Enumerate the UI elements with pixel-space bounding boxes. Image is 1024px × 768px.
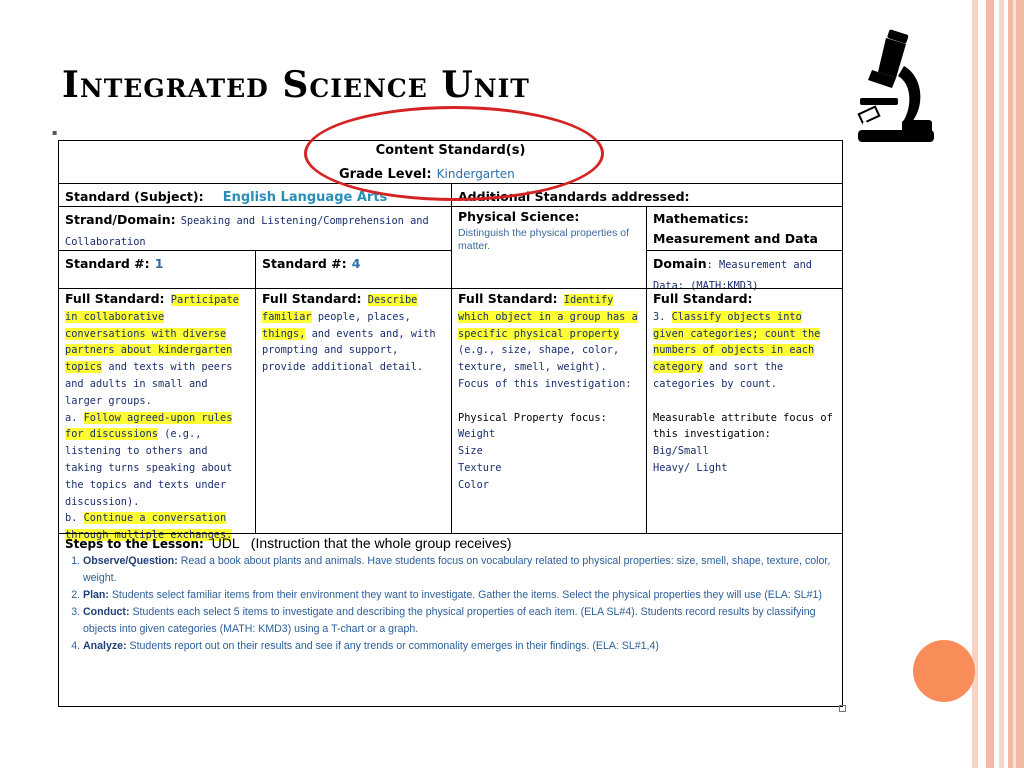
standard-number-1-value: 1: [154, 256, 164, 271]
col2-text-2: and events and, with prompting and support, provide additional detail.: [262, 327, 436, 374]
grade-level-label: Grade Level:: [339, 167, 432, 182]
col3-focus-item: Weight: [458, 428, 496, 441]
physical-science-cell: [451, 206, 646, 288]
orange-circle: [913, 640, 975, 702]
domain-label: Domain: [653, 256, 707, 271]
step-item: [83, 604, 836, 638]
mathematics-cell: [646, 206, 842, 250]
step-term: Analyze:: [83, 640, 127, 652]
standard-number-2-cell: [255, 250, 451, 288]
side-stripe: [999, 0, 1004, 768]
domain-value: : Measurement and Data: (MATH:KMD3): [653, 259, 812, 292]
col3-focus-item: Texture: [458, 461, 502, 474]
standard-number-2-label: Standard #:: [262, 256, 347, 271]
col3-focus-label: Physical Property focus:: [458, 411, 607, 424]
steps-udl: UDL: [211, 535, 240, 551]
full-standard-label: Full Standard:: [65, 291, 165, 306]
step-text: Students each select 5 items to investigate and describing the physical properties of each item. (ELA SL#4). Students record results by classifying objects into given categories (MATH: KMD3) using a T-chart or a graph.: [83, 606, 816, 635]
col1-item-b-highlight: Continue a conversation through multiple exchanges.: [65, 512, 233, 542]
additional-standards-label: Additional Standards addressed:: [458, 189, 690, 204]
strand-domain-label: Strand/Domain:: [65, 212, 176, 227]
full-standard-col3: [451, 288, 646, 533]
lesson-plan-table: [58, 140, 843, 707]
col2-highlight-1: Describe familiar: [262, 294, 418, 323]
strand-domain-value: Speaking and Listening/Comprehension and Collaboration: [65, 215, 429, 248]
full-standard-col2: [255, 288, 451, 533]
col4-focus-item: Big/Small: [653, 445, 709, 458]
full-standard-col1: [59, 288, 255, 542]
col1-highlight-1: Participate in collaborative conversations with diverse partners about kindergarten: [65, 294, 239, 357]
col2-highlight-2: things,: [262, 327, 306, 340]
col1-item-a-highlight: Follow agreed-upon rules for discussions: [65, 411, 233, 441]
side-stripe: [986, 0, 994, 768]
full-standard-label: Full Standard:: [262, 291, 362, 306]
steps-to-lesson-cell: [59, 533, 842, 706]
side-stripe: [972, 0, 978, 768]
physical-science-label: Physical Science:: [458, 209, 580, 224]
col1-text-1: and texts with peers and adults in small and larger groups.: [65, 361, 233, 407]
step-text: Students report out on their results and see if any trends or commonality emerges in their findings. (ELA: SL#1,4): [129, 640, 659, 652]
standard-number-2-value: 4: [351, 256, 361, 271]
slide-title: Integrated Science Unit: [62, 64, 530, 106]
step-text: Read a book about plants and animals. Have students focus on vocabulary related to physical properties: size, smell, shape, texture, color, weight.: [83, 555, 831, 584]
col1-highlight-topics: topics: [65, 361, 103, 374]
full-standard-col4: [646, 288, 842, 533]
physical-science-desc: Distinguish the physical properties of matter.: [458, 227, 630, 252]
col4-focus-item: Heavy/ Light: [653, 461, 728, 474]
step-item: [83, 587, 836, 604]
col4-text-1: and sort the categories by count.: [653, 361, 784, 390]
col4-highlight: Classify objects into given categories; count the numbers of objects in each category: [653, 310, 821, 374]
col3-focus-note: Focus of this investigation:: [458, 377, 632, 390]
col4-prefix: 3.: [653, 310, 666, 323]
step-item: [83, 638, 836, 655]
col4-focus-label: Measurable attribute focus of this investigation:: [653, 411, 833, 441]
step-term: Observe/Question:: [83, 555, 178, 567]
standard-number-1-label: Standard #:: [65, 256, 150, 271]
steps-label: Steps to the Lesson:: [65, 537, 204, 551]
mathematics-value: Measurement and Data: [653, 231, 818, 246]
step-text: Students select familiar items from their environment they want to investigate. Gather the items. Select the physical properties they will use (ELA: SL#1): [111, 589, 822, 601]
mathematics-label: Mathematics:: [653, 211, 749, 226]
microscope-icon: [852, 26, 934, 144]
col1-item-a-prefix: a.: [65, 411, 78, 424]
step-term: Plan:: [83, 589, 109, 601]
standard-number-1-cell: [59, 250, 255, 288]
end-mark: [839, 705, 846, 712]
col3-focus-item: Size: [458, 445, 483, 458]
side-stripe: [1013, 0, 1016, 768]
col1-item-a-text: (e.g., listening to others and taking turns speaking about the topics and texts under discussion).: [65, 428, 233, 508]
col3-text-1: (e.g., size, shape, color, texture, smell, weight).: [458, 344, 620, 374]
full-standard-label: Full Standard:: [653, 291, 753, 306]
step-term: Conduct:: [83, 606, 130, 618]
full-standard-label: Full Standard:: [458, 291, 558, 306]
step-item: [83, 553, 836, 587]
content-standard-title: Content Standard(s): [375, 143, 526, 158]
standard-subject-value: English Language Arts: [222, 190, 388, 205]
steps-subtitle: (Instruction that the whole group receives): [250, 535, 512, 551]
col3-focus-item: Color: [458, 478, 489, 491]
col1-item-b-prefix: b.: [65, 512, 78, 525]
domain-cell: [646, 250, 842, 292]
anchor-mark: ▪: [52, 128, 58, 137]
standard-subject-label: Standard (Subject):: [65, 189, 204, 204]
col2-text-1: people, places,: [317, 310, 411, 323]
side-stripe: [1008, 0, 1024, 768]
strand-domain-cell: [59, 206, 451, 250]
grade-level-value: Kindergarten: [436, 167, 515, 181]
col3-highlight: Identify which object in a group has a specific physical property: [458, 294, 638, 340]
annotation-oval: [304, 106, 604, 201]
